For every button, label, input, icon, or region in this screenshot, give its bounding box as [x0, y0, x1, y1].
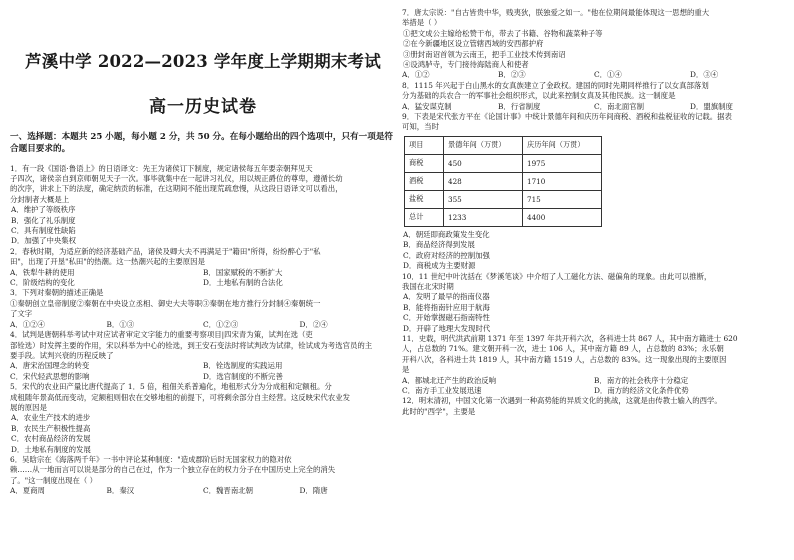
table-cell: 715: [523, 190, 602, 208]
section-instructions: 一、选择题：本题共 25 小题，每小题 2 分，共 50 分。在每小题给出的四个选项中，只有一项是符合题目要求的。: [10, 132, 394, 154]
question-text: 田"，出现了开垦"私田"的热潮。这一热潮兴起的主要原因是: [10, 257, 205, 267]
question-text: 要手段。试判兴衰的历程反映了: [10, 350, 114, 360]
table-row: [405, 208, 602, 226]
answer-option: B．铨选制度的实践运用: [203, 361, 283, 371]
table-header-cell: 项目: [405, 136, 444, 154]
left-column: [10, 8, 396, 497]
answer-option: D．②④: [299, 319, 328, 329]
answer-option: A．唐宋治国理念的转变: [10, 361, 90, 371]
question-text: 4．试判是唐朝科举考试中对应试者审定文字能力的重要考察项目|四宋青为策，试判在选（吏: [10, 330, 313, 340]
answer-option: C．具有制度性缺陷: [11, 226, 76, 236]
answer-options-row: [402, 70, 786, 80]
table-cell: 商税: [405, 154, 444, 172]
table-cell: 酒税: [405, 172, 444, 190]
answer-option: D．加强了中央集权: [11, 236, 77, 246]
answer-option: A．夏商周: [10, 486, 45, 496]
question-text: 分为基础的兵农合一的军事社会组织形式，以此来控制女真及其他民族。这一制度是: [402, 91, 676, 101]
question-text: 赖……从一地而言可以说是部分的自己在过，作为一个独立存在的权力分子在中国历史上完全的消失: [10, 465, 336, 475]
answer-option: B．商品经济得到发展: [403, 240, 475, 250]
answer-option: A．①②④: [10, 319, 45, 329]
table-cell: 1975: [523, 154, 602, 172]
answer-options-row: [10, 372, 396, 382]
answer-option: D．土地私有制度的发展: [11, 444, 91, 454]
question-text: 5．宋代的农业田产量比唐代提高了 1．5 倍，租佃关系普遍化，地租形式分为分成租和定额租。分: [10, 382, 332, 392]
question-text: 3．下列对秦朝的描述正确是: [10, 288, 104, 298]
exam-subtitle: 高一历史试卷: [149, 97, 257, 117]
answer-option: A．发明了最早的指南仪器: [403, 292, 490, 302]
statement-item: ④设鸿胪寺，专门接待海陆商人和使者: [403, 60, 529, 70]
right-column: [402, 8, 786, 417]
question-text: 可知，当时: [402, 122, 439, 132]
table-row: [405, 154, 602, 172]
answer-option: C．宋代轻武思想的影响: [10, 371, 90, 381]
statement-item: ②在今新疆地区设立管辖西域的安西都护府: [403, 39, 544, 49]
answer-option: C．南方手工业发展迅速: [402, 385, 482, 395]
table-cell: 428: [444, 172, 523, 190]
question-text: 9．下表是宋代张方平在《论国计事》中统计景德年间和庆历年间商税、酒税和盐税征收的记载。据表: [402, 112, 732, 122]
answer-options-row: [10, 320, 396, 330]
question-text: 11．史载，明代洪武前期 1371 年至 1397 年共开科六次，各科进士共 867 人，其中南方籍进士 620: [402, 333, 738, 343]
tax-table: [404, 136, 602, 227]
question-text: 1．有一段《国语·鲁语上》的日语译文：先王为诸侯订下制度，规定诸侯每五年要亲朝拜见天: [10, 163, 313, 173]
answer-option: D．选官制度的不断完善: [203, 371, 283, 381]
answer-option: B．国家赋税的不断扩大: [203, 267, 283, 277]
question-text: 举措是（ ）: [402, 18, 442, 28]
answer-option: C．①④: [594, 70, 622, 80]
answer-option: D．商税成为主要财源: [403, 261, 476, 271]
statement-item: ③册封南诏首领为云南王，把手工业技术传到南诏: [403, 49, 566, 59]
question-text: 分封制者大概是上: [10, 194, 70, 204]
table-header-cell: 庆历年间（万贯）: [523, 136, 602, 154]
question-text: 我国在北宋时期: [402, 281, 454, 291]
answer-options-row: [402, 102, 786, 112]
answer-option: D．盟旗制度: [690, 101, 733, 111]
question-text: 此时的"西学"，主要是: [402, 406, 476, 416]
answer-option: B．南方的社会秩序十分稳定: [594, 375, 689, 385]
answer-option: B．秦汉: [106, 486, 135, 496]
question-text: 开科八次，各科进士共 1819 人，其中南方籍 1519 人，占总数的 83%。这一现象出现的主要原因: [402, 354, 727, 364]
answer-option: C．魏晋南北朝: [203, 486, 253, 496]
answer-options-row: [10, 268, 396, 278]
table-row: [405, 190, 602, 208]
answer-options-row: [10, 361, 396, 371]
answer-option: A．猛安谋克制: [402, 101, 452, 111]
answer-option: D．南方的经济文化条件优势: [594, 385, 689, 395]
answer-option: A．维护了等级秩序: [11, 205, 76, 215]
table-cell: 450: [444, 154, 523, 172]
answer-option: D．土地私有制的合法化: [203, 278, 283, 288]
question-text: 12．明末清初，中国文化第一次遇到一种高势能的异质文化的挑战，这就是由传教士输入的西学。: [402, 396, 722, 406]
answer-options-row: [10, 486, 396, 496]
question-text: 6．吴晗宗在《海落两千年》一书中评论某种制度："造成郡阶后时无国家权力的隐对依: [10, 454, 292, 464]
question-text: 成租随年景高低而变动，定额租则佃农在交够地租的前提下，可将剩余部分自主经营。这反映宋代农业发: [10, 392, 350, 402]
question-text: 7．唐太宗说："自古皆贵中华，贱夷狄，朕独爱之如一。"他在位期间最能体现这一思想的重大: [402, 8, 710, 17]
answer-option: C．阶级结构的变化: [10, 278, 75, 288]
answer-option: C．农村商品经济的发展: [11, 434, 91, 444]
answer-option: B．能将指南针应用于航海: [403, 302, 490, 312]
table-header-cell: 景德年间（万贯）: [444, 136, 523, 154]
question-text: 人，占总数的 71%。建文朝开科一次，进士 106 人，其中南方籍 89 人，占总数的 83%；永乐朝: [402, 344, 724, 354]
question-text: 2．春秋时期，为适应新的经济基础产品，诸侯及卿大夫不再满足于"籍田"所得，纷纷醉心于"私: [10, 246, 321, 256]
answer-option: A．都城北迁产生的政治反响: [402, 375, 497, 385]
question-text: 是: [402, 365, 410, 375]
question-text: 8．1115 年兴起于白山黑水的女真族建立了金政权。建国的同时先期同样推行了以女真部落划: [402, 80, 709, 90]
table-cell: 355: [444, 190, 523, 208]
answer-option: B．强化了礼乐制度: [11, 215, 76, 225]
answer-option: A．①②: [402, 70, 430, 80]
question-text: 展的原因是: [10, 402, 47, 412]
answer-option: B．农民生产积极性提高: [11, 423, 91, 433]
answer-option: A．农业生产技术的进步: [11, 413, 91, 423]
answer-option: D．③④: [690, 70, 719, 80]
answer-option: C．南北面官制: [594, 101, 644, 111]
question-text: 部铨选）时发挥主要的作用，宋以科举为中心的铨选，到王安石变法时将试判改为试律，铨试成为考选官员的主: [10, 340, 373, 350]
statement-item: ①把文成公主嫁给松赞干布，带去了书籍、谷物和蔬菜种子等: [403, 28, 603, 38]
question-text: 了文字: [10, 309, 33, 319]
answer-option: C．政府对经济的控制加强: [403, 250, 490, 260]
table-row: [405, 172, 602, 190]
answer-option: B．行省制度: [498, 101, 541, 111]
table-cell: 总计: [405, 208, 444, 226]
answer-option: D．隋唐: [299, 486, 328, 496]
answer-option: D．开辟了地理大发现时代: [403, 323, 491, 333]
answer-option: A．朝廷即商政策发生变化: [403, 229, 490, 239]
question-text: 了。"这一制度出现在（ ）: [10, 475, 98, 485]
question-text: 的次序，讲求上下的法度，确定纳贡的标准，在这期间不能出现荒疏怠慢，从这段日语译文可以看出，: [10, 184, 343, 194]
exam-title: 芦溪中学 2022—2023 学年度上学期期末考试: [25, 52, 381, 71]
answer-options-row: [10, 278, 396, 288]
answer-options-row: [402, 386, 786, 396]
table-cell: 1710: [523, 172, 602, 190]
table-cell: 1233: [444, 208, 523, 226]
question-text: 10．11 世纪中叶沈括在《梦溪笔谈》中介绍了人工磁化方法、磁偏角的现象。由此可以推断，: [402, 271, 712, 281]
table-header-row: [405, 136, 602, 154]
table-cell: 4400: [523, 208, 602, 226]
table-cell: 盐税: [405, 190, 444, 208]
answer-option: A．铁犁牛耕的使用: [10, 267, 75, 277]
question-text: 子四次，诸侯亲自到京师朝见天子一次。事毕就集中在一起讲习礼仪，用以规正爵位的尊卑，遵循长幼: [10, 174, 343, 183]
answer-option: B．②③: [498, 70, 526, 80]
answer-option: C．开始掌握磁石指南特性: [403, 313, 490, 323]
answer-option: C．①②③: [203, 319, 239, 329]
answer-option: B．①③: [106, 319, 135, 329]
question-text: ①秦朝创立皇帝制度②秦朝在中央设立丞相、御史大夫等职③秦朝在地方推行分封制④秦朝统一: [10, 298, 321, 308]
answer-options-row: [402, 376, 786, 386]
